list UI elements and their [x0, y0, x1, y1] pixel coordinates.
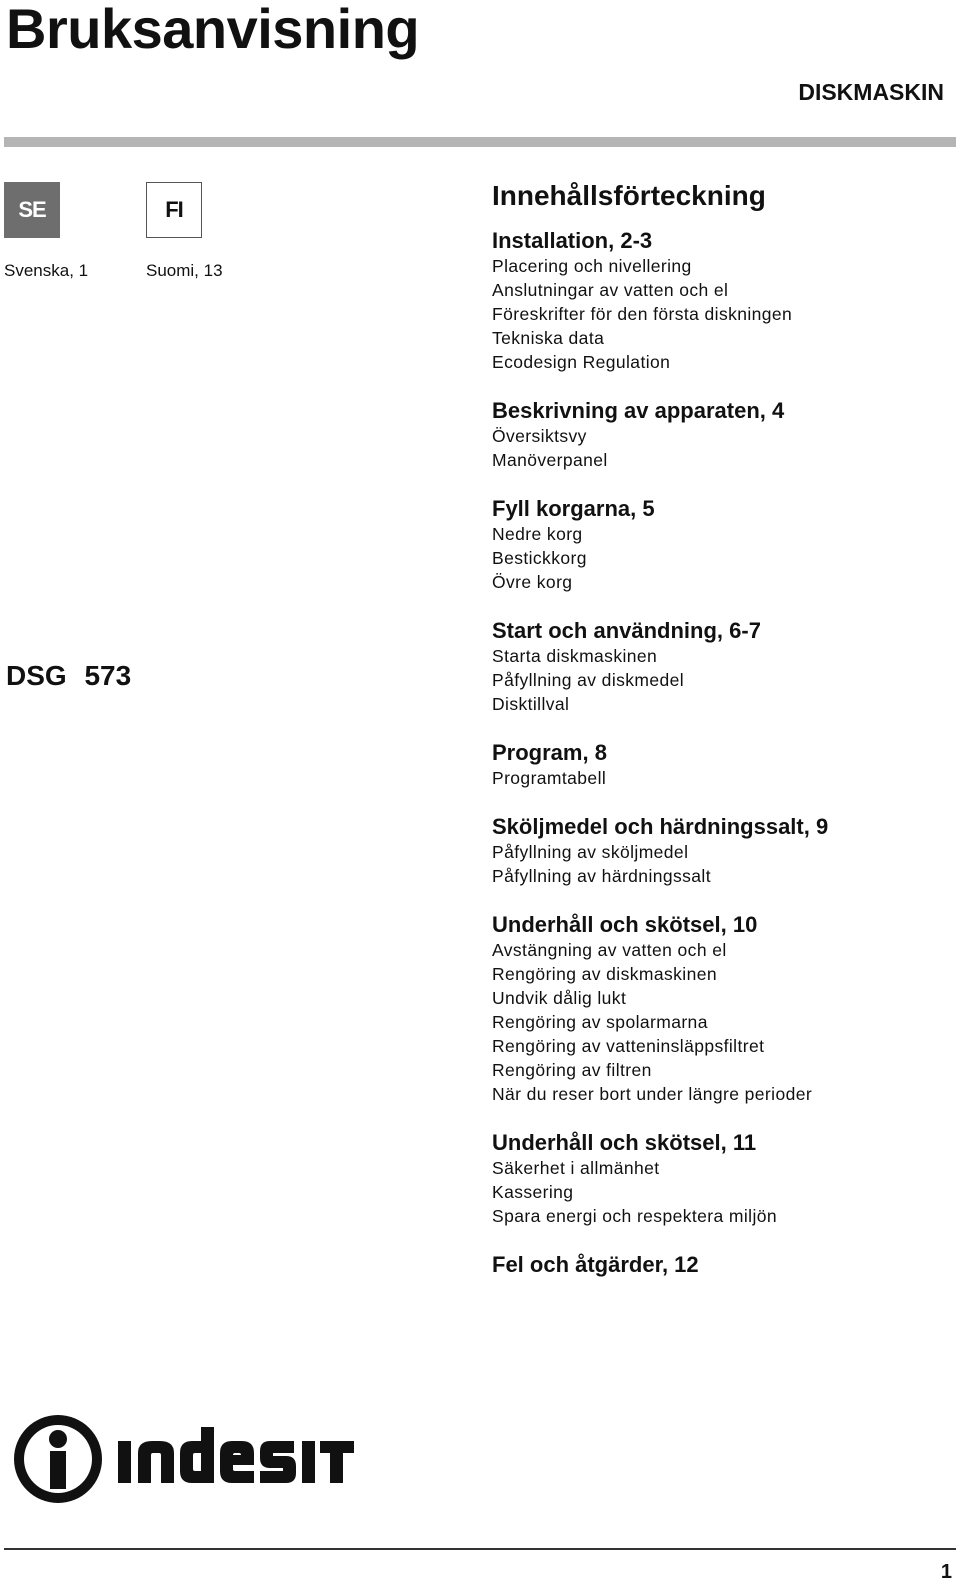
toc-item[interactable]: Disktillval [492, 694, 570, 714]
toc-item[interactable]: Rengöring av spolarmarna [492, 1012, 708, 1032]
toc-item[interactable]: Avstängning av vatten och el [492, 940, 727, 960]
toc-item[interactable]: Starta diskmaskinen [492, 646, 658, 666]
toc-section-heading[interactable]: Underhåll och skötsel, 10 [492, 912, 758, 937]
toc-item[interactable]: Ecodesign Regulation [492, 352, 671, 372]
toc-item[interactable]: Föreskrifter för den första diskningen [492, 304, 793, 324]
toc-sections [492, 228, 952, 1278]
document-title: Bruksanvisning [6, 0, 420, 60]
toc-section-heading[interactable]: Sköljmedel och härdningssalt, 9 [492, 814, 829, 839]
toc-section [492, 398, 952, 472]
toc-item[interactable]: Påfyllning av härdningssalt [492, 866, 711, 886]
toc-item[interactable]: Rengöring av diskmaskinen [492, 964, 717, 984]
language-code: SE [18, 197, 46, 222]
toc-section [492, 496, 952, 594]
toc-section [492, 814, 952, 888]
toc-item[interactable]: När du reser bort under längre perioder [492, 1084, 813, 1104]
toc-item[interactable]: Övre korg [492, 572, 573, 592]
language-label-se: Svenska, 1 [4, 261, 89, 280]
toc-item[interactable]: Översiktsvy [492, 426, 587, 446]
toc-item[interactable]: Påfyllning av diskmedel [492, 670, 685, 690]
header-divider [4, 137, 956, 147]
toc-item[interactable]: Kassering [492, 1182, 574, 1202]
toc-item[interactable]: Påfyllning av sköljmedel [492, 842, 689, 862]
toc-section [492, 618, 952, 716]
document-subtitle: DISKMASKIN [798, 79, 944, 105]
language-label-fi: Suomi, 13 [146, 261, 223, 280]
indesit-logo [14, 1413, 354, 1505]
toc-section [492, 1130, 952, 1228]
toc-item[interactable]: Anslutningar av vatten och el [492, 280, 729, 300]
toc-item[interactable]: Undvik dålig lukt [492, 988, 627, 1008]
toc-item[interactable]: Säkerhet i allmänhet [492, 1158, 660, 1178]
toc-item[interactable]: Nedre korg [492, 524, 583, 544]
toc-section [492, 228, 952, 374]
language-code: FI [165, 197, 183, 222]
footer-divider [4, 1548, 956, 1550]
toc-item[interactable]: Tekniska data [492, 328, 605, 348]
model-number: DSG 573 [6, 660, 132, 691]
toc-item[interactable]: Rengöring av filtren [492, 1060, 652, 1080]
toc-section-heading[interactable]: Beskrivning av apparaten, 4 [492, 398, 785, 423]
toc-item[interactable]: Bestickkorg [492, 548, 587, 568]
language-tab-fi[interactable] [146, 182, 202, 238]
toc-item[interactable]: Programtabell [492, 768, 607, 788]
page-number: 1 [940, 1561, 952, 1583]
toc-section-heading[interactable]: Fel och åtgärder, 12 [492, 1252, 699, 1277]
toc-item[interactable]: Placering och nivellering [492, 256, 692, 276]
toc-section-heading[interactable]: Installation, 2-3 [492, 228, 653, 253]
toc-section-heading[interactable]: Program, 8 [492, 740, 607, 765]
toc-item[interactable]: Rengöring av vatteninsläppsfiltret [492, 1036, 765, 1056]
toc-title: Innehållsförteckning [492, 180, 766, 211]
toc-item[interactable]: Spara energi och respektera miljön [492, 1206, 777, 1226]
language-tab-se[interactable] [4, 182, 60, 238]
table-of-contents [492, 176, 952, 1302]
toc-section-heading[interactable]: Fyll korgarna, 5 [492, 496, 655, 521]
toc-section-heading[interactable]: Underhåll och skötsel, 11 [492, 1130, 757, 1155]
toc-section [492, 912, 952, 1106]
toc-item[interactable]: Manöverpanel [492, 450, 608, 470]
toc-section [492, 740, 952, 790]
toc-section [492, 1252, 952, 1278]
toc-section-heading[interactable]: Start och användning, 6-7 [492, 618, 761, 643]
